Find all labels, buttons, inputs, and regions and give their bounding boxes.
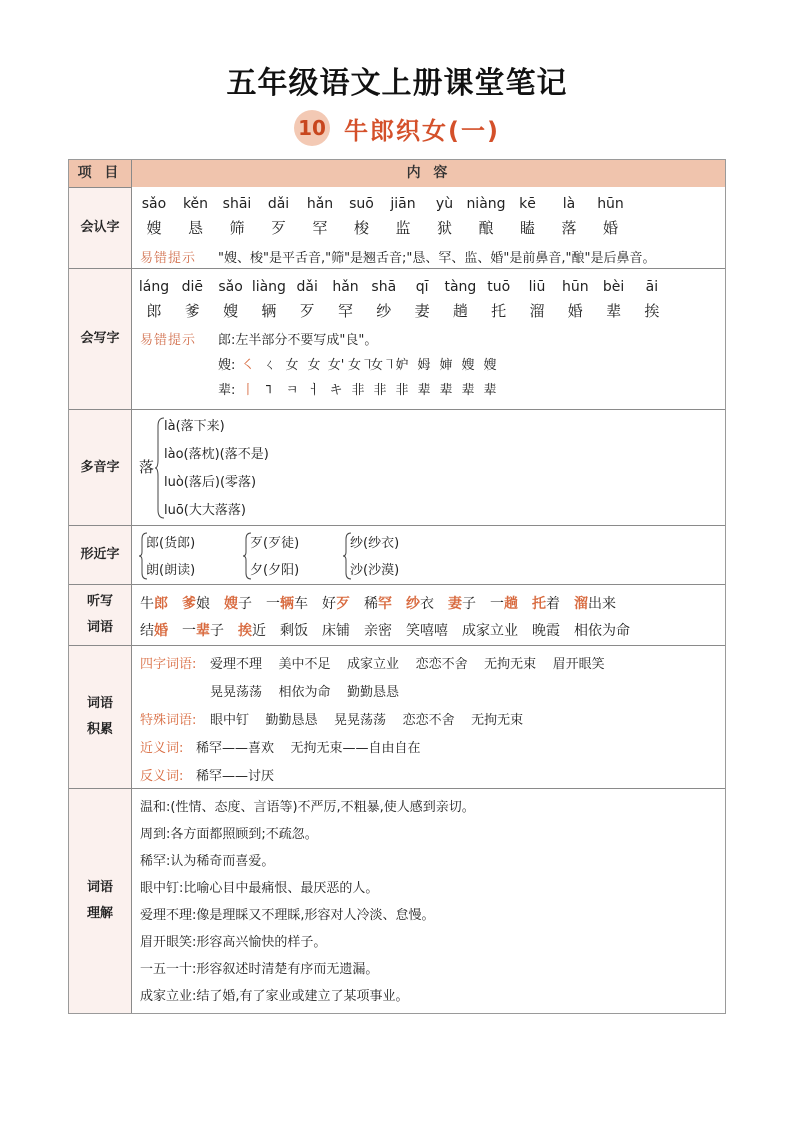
pinyin: qī <box>415 279 429 295</box>
word-part: 衣 <box>420 596 434 612</box>
character: 歹 <box>299 302 315 320</box>
dictation-word <box>364 596 392 612</box>
character: 梭 <box>353 219 369 237</box>
stroke-order-sao <box>238 354 538 372</box>
stroke-step: 女㇕ <box>370 358 397 373</box>
stroke-step: 女㇕ <box>348 358 375 373</box>
reading-2: lào(落枕)(落不是) <box>164 447 269 462</box>
dictation-word <box>322 596 350 612</box>
header-item: 项 目 <box>77 165 123 181</box>
stroke-step: 嫂 <box>461 358 475 373</box>
pinyin: sǎo <box>218 279 243 295</box>
lesson-title: 牛郎织女(一) <box>344 116 500 145</box>
character: 辆 <box>261 302 277 320</box>
similar-char: 纱(纱衣) <box>350 536 400 551</box>
character: 溜 <box>529 302 545 320</box>
word-part: 娘 <box>196 596 210 612</box>
dictation-word <box>364 623 392 639</box>
row-content <box>131 526 725 584</box>
pinyin: sǎo <box>141 196 167 212</box>
character: 歹 <box>270 219 286 237</box>
table-header <box>69 160 725 188</box>
character: 婚 <box>602 219 618 237</box>
stroke-step: ㄑ <box>263 358 277 373</box>
dictation-word <box>462 623 518 639</box>
word-part: 好 <box>322 596 336 612</box>
highlighted-char: 婚 <box>154 623 168 639</box>
row-duoyinzi <box>69 410 725 526</box>
row-huirenzi <box>69 187 725 269</box>
character: 瞌 <box>519 219 535 237</box>
row-content <box>131 646 725 788</box>
row-label: 多音字 <box>80 459 120 475</box>
word-part: 一 <box>490 596 504 612</box>
reading-3: luò(落后)(零落) <box>164 475 257 490</box>
row-label: 形近字 <box>80 547 120 562</box>
row-content <box>131 789 725 1013</box>
stroke-step: 丨 <box>241 383 255 398</box>
pinyin: hūn <box>597 196 624 212</box>
highlighted-char: 趟 <box>504 596 518 612</box>
stroke-label-sao: 嫂: <box>218 358 236 373</box>
pinyin: shāi <box>222 196 252 212</box>
stroke-step: 嫂 <box>483 358 497 373</box>
label-line-1: 词语 <box>86 696 113 711</box>
dictation-word <box>182 596 210 612</box>
dictation-line-1 <box>140 593 630 613</box>
word-part: 子 <box>238 596 252 612</box>
character: 罕 <box>337 302 353 320</box>
definition-line: 稀罕:认为稀奇而喜爱。 <box>140 854 275 869</box>
highlighted-char: 妻 <box>448 596 462 612</box>
definition-line: 周到:各方面都照顾到;不疏忽。 <box>140 827 318 842</box>
character: 罕 <box>312 219 328 237</box>
character: 婚 <box>567 302 583 320</box>
stroke-step: 辈 <box>461 383 475 398</box>
similar-char: 夕(夕阳) <box>250 563 300 578</box>
word-part: 亲密 <box>364 623 392 639</box>
dictation-word <box>280 623 308 639</box>
label-line-2: 积累 <box>86 722 113 737</box>
definition-line: 一五一十:形容叙述时清楚有序而无遗漏。 <box>140 962 379 977</box>
tip-text: 郎:左半部分不要写成"良"。 <box>218 333 378 348</box>
word-part: 着 <box>546 596 560 612</box>
row-tingxie <box>69 585 725 646</box>
word-part: 近 <box>252 623 266 639</box>
character: 妻 <box>414 302 430 320</box>
header-content: 内 容 <box>131 160 726 187</box>
stroke-step: 非 <box>351 383 365 398</box>
stroke-step: 婶 <box>439 358 453 373</box>
pinyin: tàng <box>444 279 477 295</box>
category-label: 四字词语: <box>140 657 197 672</box>
highlighted-char: 歹 <box>336 596 350 612</box>
pinyin: bèi <box>602 279 625 295</box>
word-part: 一 <box>182 623 196 639</box>
pinyin: hǎn <box>332 279 359 295</box>
stroke-step: 女' <box>327 358 345 373</box>
character: 爹 <box>184 302 200 320</box>
similar-char: 沙(沙漠) <box>350 563 400 578</box>
word-part: 车 <box>294 596 308 612</box>
dictation-word <box>574 596 616 612</box>
character: 挨 <box>644 302 660 320</box>
pinyin: yù <box>435 196 454 212</box>
four-char-words-2: 晃晃荡荡 相依为命 勤勤恳恳 <box>210 685 400 700</box>
character: 托 <box>491 302 507 320</box>
character: 监 <box>395 219 411 237</box>
lesson-number-badge: 10 <box>294 110 330 146</box>
definition-line: 爱理不理:像是理睬又不理睬,形容对人冷淡、怠慢。 <box>140 908 435 923</box>
word-part: 出来 <box>588 596 616 612</box>
character: 纱 <box>376 302 392 320</box>
synonyms: 稀罕——喜欢 无拘无束——自由自在 <box>196 741 421 756</box>
row-label <box>69 646 131 788</box>
character: 落 <box>561 219 577 237</box>
tip-label: 易错提示 <box>140 251 197 266</box>
dictation-word <box>238 623 266 639</box>
similar-char: 歹(歹徒) <box>250 536 300 551</box>
dictation-word <box>224 596 252 612</box>
row-jilei <box>69 646 725 789</box>
stroke-step: キ <box>329 383 343 398</box>
category-label: 特殊词语: <box>140 713 197 728</box>
stroke-step: 非 <box>373 383 387 398</box>
highlighted-char: 爹 <box>182 596 196 612</box>
dictation-word <box>532 623 560 639</box>
row-label: 会写字 <box>80 331 120 346</box>
definition-line: 眼中钉:比喻心目中最痛恨、最厌恶的人。 <box>140 881 379 896</box>
character: 趟 <box>452 302 468 320</box>
label-line-2: 词语 <box>86 620 113 635</box>
row-label <box>69 585 131 645</box>
similar-char: 朗(朗读) <box>146 563 196 578</box>
row-content <box>131 187 725 268</box>
stroke-label-bei: 辈: <box>218 383 236 398</box>
row-label <box>69 789 131 1013</box>
definition-line: 温和:(性情、态度、言语等)不严厉,不粗暴,使人感到亲切。 <box>140 800 475 815</box>
stroke-step: ㅋ <box>285 383 299 398</box>
dictation-word <box>140 596 168 612</box>
word-part: 剩饭 <box>280 623 308 639</box>
pinyin: shā <box>371 279 397 295</box>
highlighted-char: 纱 <box>406 596 420 612</box>
pinyin: kē <box>519 196 536 212</box>
row-content <box>131 269 725 409</box>
definition-line: 眉开眼笑:形容高兴愉快的样子。 <box>140 935 327 950</box>
category-label: 近义词: <box>140 741 184 756</box>
reading-4: luō(大大落落) <box>164 503 246 518</box>
character: 筛 <box>229 219 245 237</box>
character: 辈 <box>606 302 622 320</box>
stroke-step: 女 <box>285 358 299 373</box>
dictation-word <box>574 623 630 639</box>
label-line-2: 理解 <box>86 906 113 921</box>
notes-table <box>68 159 726 1014</box>
word-part: 一 <box>266 596 280 612</box>
dictation-word <box>448 596 476 612</box>
word-part: 稀 <box>364 596 378 612</box>
word-part: 结 <box>140 623 154 639</box>
row-xingjinzi <box>69 526 725 585</box>
dictation-word <box>406 623 448 639</box>
highlighted-char: 挨 <box>238 623 252 639</box>
character: 酿 <box>478 219 494 237</box>
row-content <box>131 585 725 645</box>
row-label: 会认字 <box>80 219 120 235</box>
stroke-step: 妒 <box>395 358 409 373</box>
word-part: 子 <box>210 623 224 639</box>
tip-text: "嫂、梭"是平舌音,"筛"是翘舌音;"恳、罕、监、婚"是前鼻音,"酿"是后鼻音。 <box>218 251 656 266</box>
word-part: 笑嘻嘻 <box>406 623 448 639</box>
pinyin: hǎn <box>306 196 334 212</box>
row-huixiezi <box>69 269 725 410</box>
polyphone-char: 落 <box>139 458 155 476</box>
dictation-word <box>182 623 224 639</box>
row-lijie <box>69 789 725 1013</box>
character: 嫂 <box>146 219 162 237</box>
word-part: 相依为命 <box>574 623 630 639</box>
character: 嫂 <box>223 302 239 320</box>
definition-line: 成家立业:结了婚,有了家业或建立了某项事业。 <box>140 989 409 1004</box>
pinyin: là <box>562 196 576 212</box>
pinyin: dǎi <box>296 279 318 295</box>
stroke-step: ㅓ <box>307 383 321 398</box>
stroke-step: 非 <box>395 383 409 398</box>
character: 郎 <box>146 302 162 320</box>
pinyin: hūn <box>561 279 589 295</box>
stroke-step: ┐ <box>266 379 274 394</box>
category-label: 反义词: <box>140 769 184 784</box>
dictation-word <box>490 596 518 612</box>
highlighted-char: 罕 <box>378 596 392 612</box>
character: 恳 <box>187 219 203 237</box>
document-title: 五年级语文上册课堂笔记 <box>226 66 568 101</box>
stroke-order-bei <box>238 379 538 397</box>
highlighted-char: 托 <box>532 596 546 612</box>
pinyin: dǎi <box>267 196 290 212</box>
row-content <box>131 410 725 525</box>
pinyin: kěn <box>182 196 209 212</box>
highlighted-char: 嫂 <box>224 596 238 612</box>
special-words: 眼中钉 勤勤恳恳 晃晃荡荡 恋恋不舍 无拘无束 <box>210 713 524 728</box>
pinyin: tuō <box>487 279 511 295</box>
antonyms: 稀罕——讨厌 <box>196 769 275 784</box>
reading-1: là(落下来) <box>164 419 225 434</box>
similar-char: 郎(货郎) <box>146 536 196 551</box>
dictation-word <box>532 596 560 612</box>
word-part: 成家立业 <box>462 623 518 639</box>
pinyin: suō <box>349 196 374 212</box>
lesson-header <box>0 108 794 148</box>
stroke-step: 女 <box>307 358 321 373</box>
word-part: 子 <box>462 596 476 612</box>
stroke-step: ㇛ <box>241 358 255 373</box>
four-char-words: 爱理不理 美中不足 成家立业 恋恋不舍 无拘无束 眉开眼笑 <box>210 657 605 672</box>
dictation-word <box>322 623 350 639</box>
pinyin: jiān <box>390 196 416 212</box>
pinyin: liū <box>528 279 546 295</box>
highlighted-char: 辆 <box>280 596 294 612</box>
stroke-step: 姆 <box>417 358 431 373</box>
pinyin: láng <box>138 279 170 295</box>
highlighted-char: 辈 <box>196 623 210 639</box>
pinyin: āi <box>645 279 659 295</box>
dictation-word <box>266 596 308 612</box>
highlighted-char: 郎 <box>154 596 168 612</box>
dictation-word <box>140 623 168 639</box>
label-line-1: 词语 <box>86 880 113 895</box>
label-line-1: 听写 <box>86 594 113 609</box>
dictation-word <box>406 596 434 612</box>
dictation-line-2 <box>140 620 644 640</box>
word-part: 牛 <box>140 596 154 612</box>
stroke-step: 辈 <box>483 383 497 398</box>
tip-label: 易错提示 <box>140 333 197 348</box>
word-part: 晚霞 <box>532 623 560 639</box>
word-part: 床铺 <box>322 623 350 639</box>
character: 狱 <box>436 219 452 237</box>
pinyin: liàng <box>251 279 286 295</box>
stroke-step: 辈 <box>417 383 431 398</box>
highlighted-char: 溜 <box>574 596 588 612</box>
stroke-step: 辈 <box>439 383 453 398</box>
pinyin: diē <box>181 279 203 295</box>
pinyin: niàng <box>466 196 506 212</box>
